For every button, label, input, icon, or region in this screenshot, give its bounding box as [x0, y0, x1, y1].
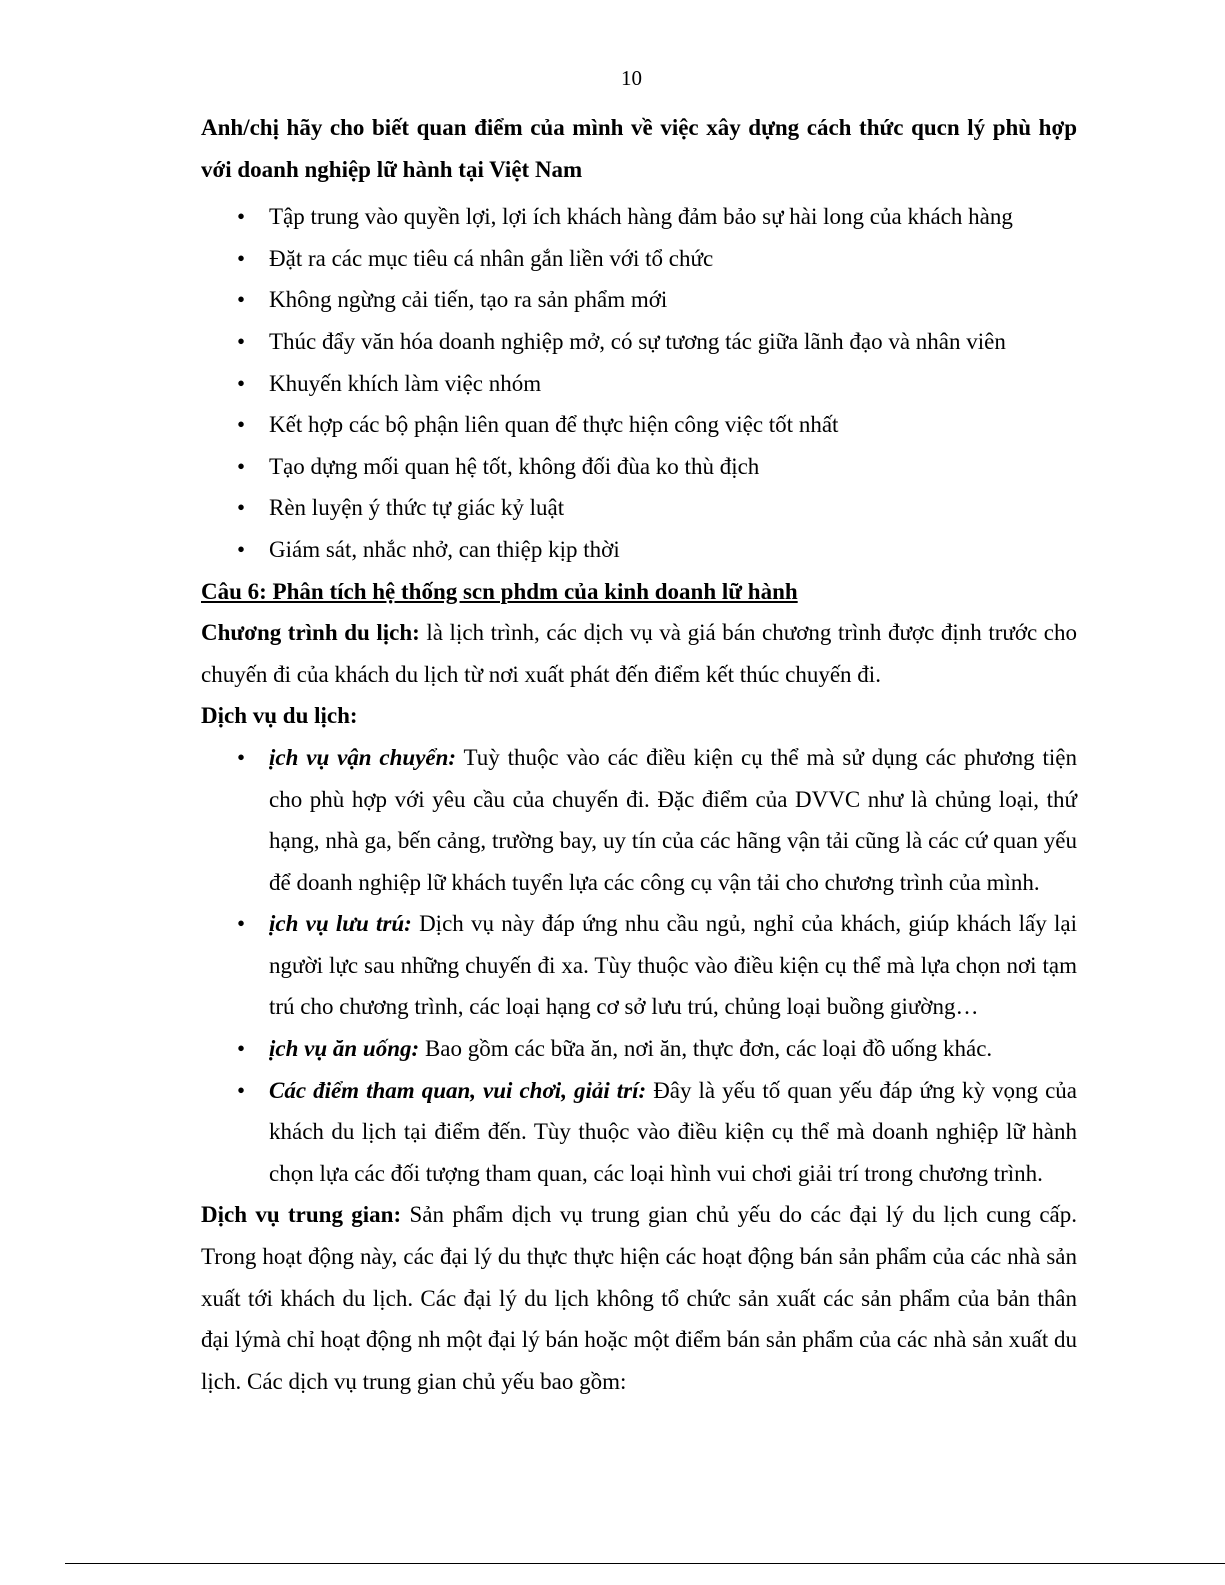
bullet-icon: • [237, 744, 246, 770]
service-term: Các điểm tham quan, vui chơi, giải trí: [269, 1077, 647, 1103]
question-6-heading: Câu 6: Phân tích hệ thống scn phdm của kinh doanh lữ hành [201, 578, 798, 604]
intermediary-text: Sản phẩm dịch vụ trung gian chủ yếu do các đại lý du lịch cung cấp. Trong hoạt động này, các đại lý du thực thực hiện các hoạt động bán sản phẩm của các nhà sản xuất tới khách du lịch. Các đại lý du lịch không tổ chức sản xuất các sản phẩm của bản thân đại lýmà chỉ hoạt động nh một đại lý bán hoặc một điểm bán sản phẩm của các nhà sản xuất du lịch. Các dịch vụ trung gian chủ yếu bao gồm: [201, 1202, 1077, 1394]
list-item-text: Khuyến khích làm việc nhóm [269, 370, 542, 396]
list-item-text: Giám sát, nhắc nhở, can thiệp kịp thời [269, 536, 620, 562]
intermediary-term: Dịch vụ trung gian: [201, 1202, 402, 1228]
list-item-text: Kết hợp các bộ phận liên quan để thực hiện công việc tốt nhất [269, 412, 839, 438]
list-item [201, 321, 1077, 363]
bullet-icon: • [237, 204, 246, 230]
bullet-icon: • [237, 453, 246, 479]
bullet-icon: • [237, 370, 246, 396]
bullet-icon: • [237, 412, 246, 438]
bullet-icon: • [237, 1036, 246, 1062]
list-item-text: Tạo dựng mối quan hệ tốt, không đối đùa ko thù địch [269, 453, 760, 479]
program-text: là lịch trình, các dịch vụ và giá bán chương trình được định trước cho chuyến đi của khách du lịch từ nơi xuất phát đến điểm kết thúc chuyến đi. [201, 620, 1077, 687]
bullet-icon: • [237, 287, 246, 313]
list-item-text: Không ngừng cải tiến, tạo ra sản phẩm mới [269, 287, 668, 313]
list-item-text: Thúc đẩy văn hóa doanh nghiệp mở, có sự tương tác giữa lãnh đạo và nhân viên [269, 328, 1006, 354]
page-number: 10 [621, 66, 642, 90]
section-heading: Anh/chị hãy cho biết quan điểm của mình về việc xây dựng cách thức qucn lý phù hợp với doanh nghiệp lữ hành tại Việt Nam [201, 115, 1077, 182]
service-text: Tuỳ thuộc vào các điều kiện cụ thể mà sử dụng các phương tiện cho phù hợp với yêu cầu của chuyến đi. Đặc điểm của DVVC như là chủng loại, thứ hạng, nhà ga, bến cảng, trường bay, uy tín của các hãng vận tải cũng là các cứ quan yếu để doanh nghiệp lữ khách tuyển lựa các công cụ vận tải cho chương trình của mình. [269, 744, 1077, 895]
list-item [201, 1028, 1077, 1070]
list-item [201, 529, 1077, 571]
document-body [201, 107, 1077, 1402]
bullet-icon: • [237, 328, 246, 354]
list-item [201, 238, 1077, 280]
service-text: Đây là yếu tố quan yếu đáp ứng kỳ vọng của khách du lịch tại điểm đến. Tùy thuộc vào điều kiện cụ thể mà doanh nghiệp lữ hành chọn lựa các đối tượng tham quan, các loại hình vui chơi giải trí trong chương trình. [269, 1077, 1077, 1186]
service-term: ịch vụ ăn uống: [269, 1036, 420, 1062]
list-item [201, 363, 1077, 405]
bullet-icon: • [237, 245, 246, 271]
list-item [201, 279, 1077, 321]
services-heading: Dịch vụ du lịch: [201, 703, 358, 729]
bullet-icon: • [237, 495, 246, 521]
bullet-icon: • [237, 536, 246, 562]
footer-divider [65, 1563, 1225, 1564]
service-term: ịch vụ lưu trú: [269, 911, 412, 937]
list-item [201, 487, 1077, 529]
list-item [201, 737, 1077, 903]
service-text: Dịch vụ này đáp ứng nhu cầu ngủ, nghỉ của khách, giúp khách lấy lại người lực sau những chuyến đi xa. Tùy thuộc vào điều kiện cụ thể mà lựa chọn nơi tạm trú cho chương trình, các loại hạng cơ sở lưu trú, chủng loại buồng giường… [269, 911, 1077, 1020]
program-paragraph [201, 612, 1077, 695]
list-item-text: Rèn luyện ý thức tự giác kỷ luật [269, 495, 565, 521]
list-item [201, 1070, 1077, 1195]
list-item-text: Tập trung vào quyền lợi, lợi ích khách hàng đảm bảo sự hài long của khách hàng [269, 204, 1013, 230]
bullet-icon: • [237, 1077, 246, 1103]
list-item [201, 404, 1077, 446]
service-term: ịch vụ vận chuyển: [269, 744, 457, 770]
bullet-icon: • [237, 911, 246, 937]
program-term: Chương trình du lịch: [201, 620, 420, 646]
list-item-text: Đặt ra các mục tiêu cá nhân gắn liền với tổ chức [269, 245, 714, 271]
list-item [201, 196, 1077, 238]
intermediary-paragraph [201, 1194, 1077, 1402]
viewpoint-list [201, 196, 1077, 570]
list-item [201, 446, 1077, 488]
services-list [201, 737, 1077, 1195]
list-item [201, 903, 1077, 1028]
service-text: Bao gồm các bữa ăn, nơi ăn, thực đơn, các loại đồ uống khác. [419, 1036, 993, 1062]
